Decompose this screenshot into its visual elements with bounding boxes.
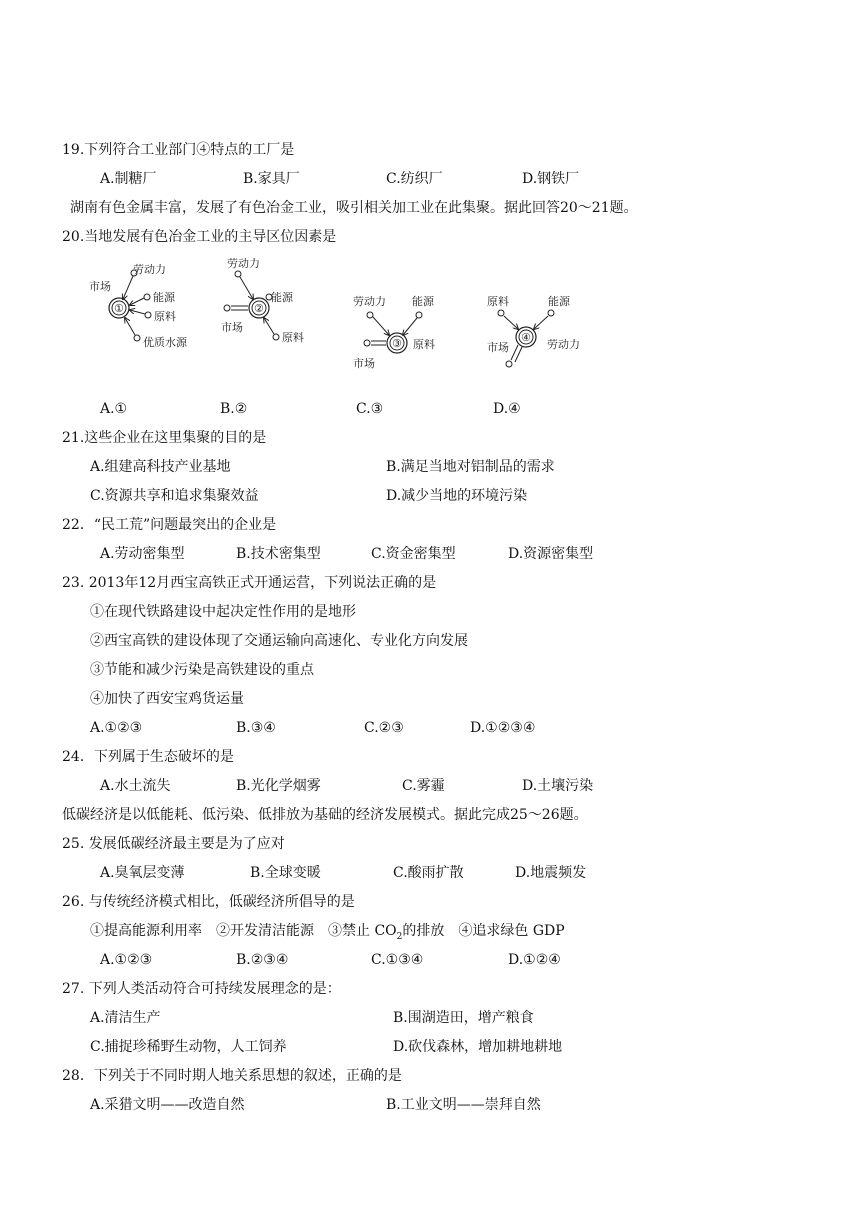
d2-label-energy: 能源 [271, 291, 293, 304]
q20-option-a: A.① [100, 401, 128, 417]
q23-stem: 23. 2013年12月西宝高铁正式开通运营，下列说法正确的是 [62, 575, 437, 591]
q25-option-a: A.臭氧层变薄 [100, 865, 185, 881]
q21-option-a: A.组建高科技产业基地 [90, 459, 231, 475]
d1-label-energy: 能源 [153, 291, 175, 304]
q21-option-b: B.满足当地对铝制品的需求 [386, 459, 555, 475]
q23-option-c: C.②③ [364, 720, 404, 736]
d4-label-market: 市场 [487, 341, 509, 354]
q23-item-3: ③节能和减少污染是高铁建设的重点 [90, 662, 314, 678]
q23-item-4: ④加快了西安宝鸡货运量 [90, 691, 244, 707]
diagram-4 [487, 294, 580, 367]
q24-stem: 24．下列属于生态破坏的是 [62, 749, 234, 765]
q21-option-c: C.资源共享和追求集聚效益 [90, 488, 259, 504]
q19-stem: 19.下列符合工业部门④特点的工厂是 [62, 142, 295, 158]
q27-option-c: C.捕捉珍稀野生动物，人工饲养 [90, 1039, 287, 1055]
q26-option-a: A.①②③ [100, 952, 153, 968]
q27-option-d: D.砍伐森林，增加耕地耕地 [393, 1039, 563, 1055]
q27-stem: 27. 下列人类活动符合可持续发展理念的是： [62, 981, 341, 997]
q24-option-c: C.雾霾 [402, 778, 445, 794]
d4-label-labor: 劳动力 [547, 338, 580, 351]
q25-option-c: C.酸雨扩散 [393, 865, 464, 881]
q20-option-d: D.④ [493, 401, 521, 417]
d4-label-energy: 能源 [548, 295, 570, 308]
q24-option-b: B.光化学烟雾 [236, 778, 321, 794]
d1-label-market: 市场 [89, 280, 111, 293]
q23-item-2: ②西宝高铁的建设体现了交通运输向高速化、专业化方向发展 [90, 633, 468, 649]
intro-25-26: 低碳经济是以低能耗、低污染、低排放为基础的经济发展模式。据此完成25～26题。 [62, 807, 588, 823]
d3-label-material: 原料 [413, 338, 435, 351]
location-factor-diagrams [85, 255, 605, 380]
d3-label-labor: 劳动力 [353, 295, 386, 308]
q26-option-b: B.②③④ [236, 952, 289, 968]
q19-option-c: C.纺织厂 [386, 171, 443, 187]
q20-option-c: C.③ [356, 401, 384, 417]
diagram-3-number: ③ [392, 337, 402, 350]
q22-stem: 22．“民工荒”问题最突出的企业是 [62, 517, 277, 533]
q26-option-c: C.①③④ [371, 952, 424, 968]
q26-stem: 26. 与传统经济模式相比，低碳经济所倡导的是 [62, 894, 355, 910]
diagram-1-number: ① [114, 302, 124, 315]
q28-option-a: A.采猎文明——改造自然 [90, 1097, 245, 1113]
q22-option-b: B.技术密集型 [236, 546, 321, 562]
d2-label-market: 市场 [221, 321, 243, 334]
d4-label-material: 原料 [487, 295, 509, 308]
q25-option-d: D.地震频发 [515, 865, 587, 881]
d1-label-material: 原料 [154, 310, 176, 323]
intro-20-21: 湖南有色金属丰富，发展了有色冶金工业，吸引相关加工业在此集聚。据此回答20～21题。 [70, 200, 638, 216]
d1-label-water: 优质水源 [143, 336, 187, 349]
q19-option-d: D.钢铁厂 [522, 171, 580, 187]
q22-option-a: A.劳动密集型 [100, 546, 185, 562]
d3-label-energy: 能源 [412, 295, 434, 308]
q28-option-b: B.工业文明——崇拜自然 [386, 1097, 541, 1113]
q19-option-b: B.家具厂 [243, 171, 300, 187]
q23-option-b: B.③④ [236, 720, 276, 736]
q27-option-b: B.围湖造田，增产粮食 [393, 1010, 534, 1026]
d1-label-labor: 劳动力 [133, 263, 166, 276]
d2-label-labor: 劳动力 [227, 257, 260, 270]
q27-option-a: A.清洁生产 [90, 1010, 161, 1026]
q24-option-a: A.水土流失 [100, 778, 171, 794]
diagram-2 [221, 256, 304, 344]
diagram-3 [353, 294, 435, 370]
q23-option-a: A.①②③ [90, 720, 143, 736]
q25-stem: 25. 发展低碳经济最主要是为了应对 [62, 836, 285, 852]
q21-stem: 21.这些企业在这里集聚的目的是 [62, 430, 267, 446]
q26-option-d: D.①②④ [508, 952, 561, 968]
d3-label-market: 市场 [353, 357, 375, 370]
q20-option-b: B.② [220, 401, 248, 417]
q23-item-1: ①在现代铁路建设中起决定性作用的是地形 [90, 604, 356, 620]
q22-option-d: D.资源密集型 [508, 546, 594, 562]
q23-option-d: D.①②③④ [470, 720, 536, 736]
q28-stem: 28．下列关于不同时期人地关系思想的叙述，正确的是 [62, 1068, 402, 1084]
d2-label-material: 原料 [282, 331, 304, 344]
q19-option-a: A.制糖厂 [100, 171, 157, 187]
q21-option-d: D.减少当地的环境污染 [386, 488, 528, 504]
q24-option-d: D.土壤污染 [522, 778, 594, 794]
q25-option-b: B.全球变暖 [250, 865, 321, 881]
q22-option-c: C.资金密集型 [371, 546, 456, 562]
q26-items: ①提高能源利用率 ②开发清洁能源 ③禁止 $CO_2$的排放 ④追求绿色 GDP [90, 923, 565, 942]
diagram-4-number: ④ [521, 331, 531, 344]
q20-stem: 20.当地发展有色冶金工业的主导区位因素是 [62, 229, 337, 245]
diagram-1 [89, 262, 188, 349]
diagram-2-number: ② [254, 302, 264, 315]
